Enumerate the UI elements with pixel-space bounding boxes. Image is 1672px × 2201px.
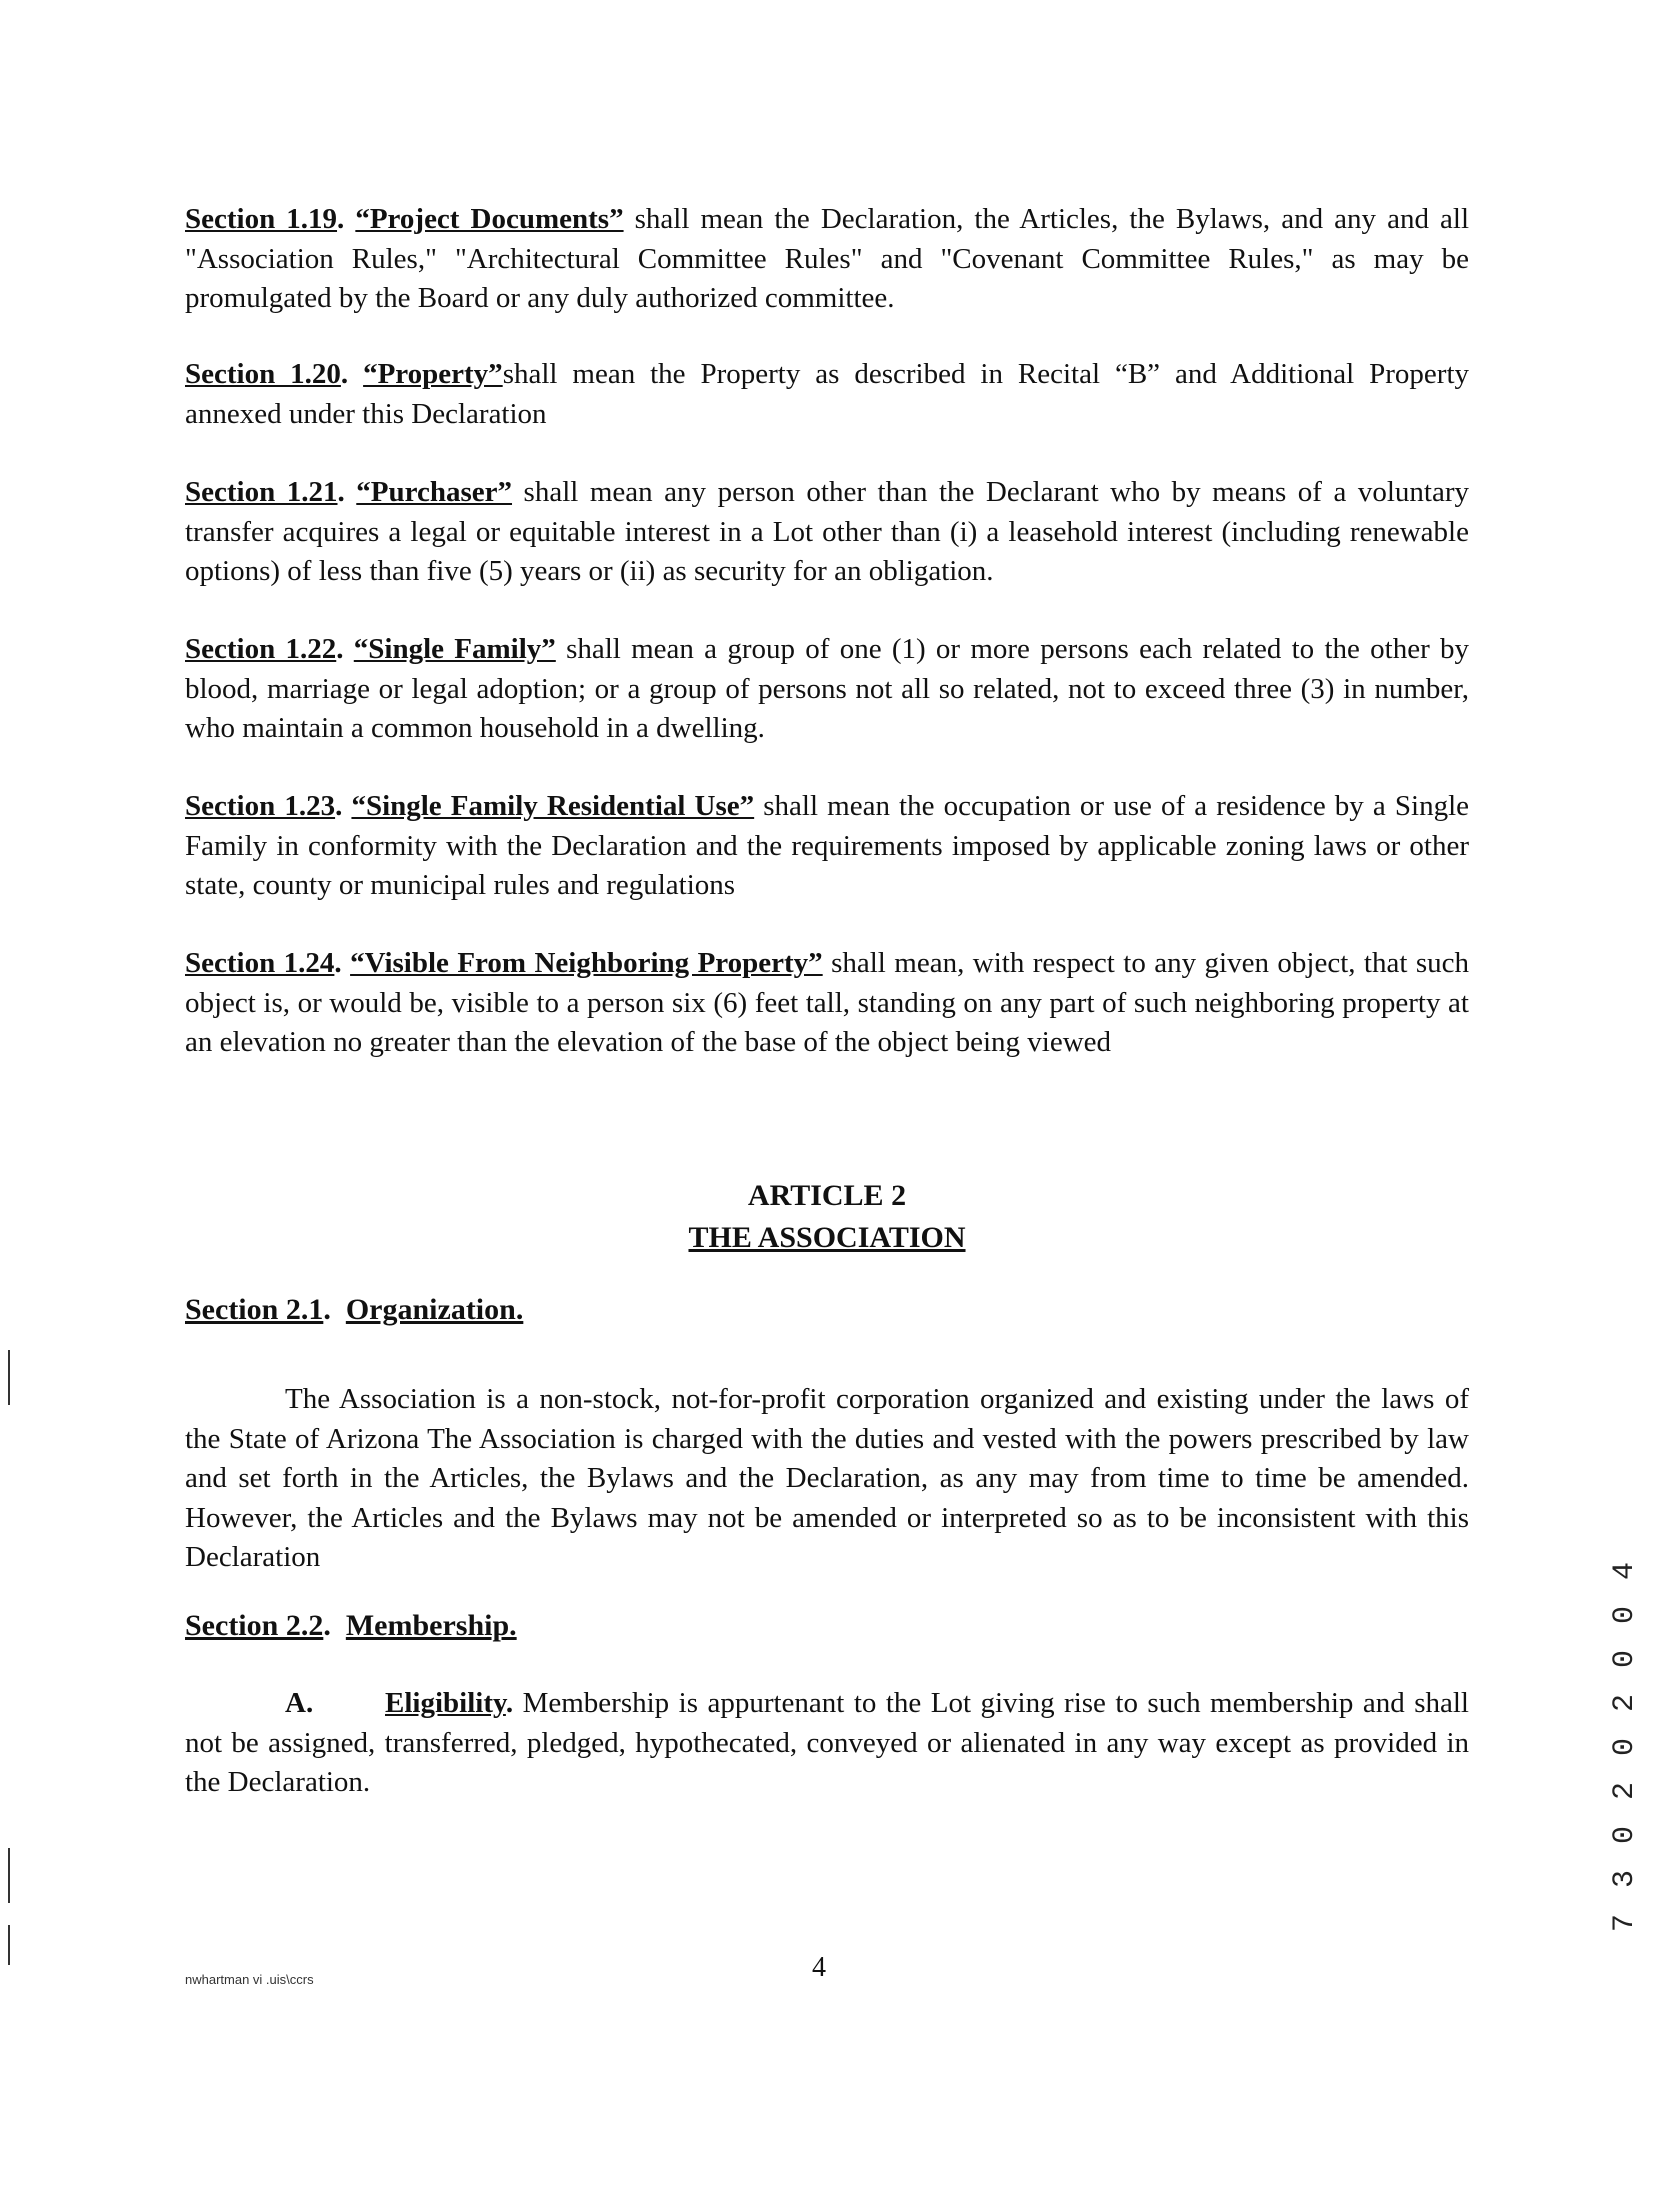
defined-term: “Single Family”	[353, 633, 556, 665]
definition-text: shall mean the occupation or use of a residence by a Single Family in conformity with the Declaration and the requirements imposed by applicable zoning laws or other state, county or municipal rules and regulations	[185, 790, 1470, 901]
definition-paragraph: Section 1.24. “Visible From Neighboring Property” shall mean, with respect to any given object, that such object is, or would be, visible to a person six (6) feet tall, standing on any part of such neighboring property at an elevation no greater than the elevation of the base of the object being viewed	[185, 947, 1470, 1058]
definition-text: shall mean, with respect to any given object, that such object is, or would be, visible to a person six (6) feet tall, standing on any part of such neighboring property at an elevation no greater than the elevation of the base of the object being viewed	[185, 947, 1470, 1058]
definition-text: shall mean the Property as described in Recital “B” and Additional Property annexed under this Declaration	[185, 358, 1470, 430]
scan-mark	[8, 1925, 10, 1965]
section-label: Section 1.24	[185, 947, 335, 979]
definition-paragraph: Section 1.21. “Purchaser” shall mean any person other than the Declarant who by means of a voluntary transfer acquires a legal or equitable interest in a Lot other than (i) a leasehold interest (including renewable options) of less than five (5) years or (ii) as security for an obligation.	[185, 476, 1470, 587]
definition-text: shall mean any person other than the Declarant who by means of a voluntary transfer acquires a legal or equitable interest in a Lot other than (i) a leasehold interest (including renewable options) of less than five (5) years or (ii) as security for an obligation.	[185, 476, 1470, 587]
eligibility-paragraph: A. Eligibility. Membership is appurtenant to the Lot giving rise to such membership and shall not be assigned, transferred, pledged, hypothecated, conveyed or alienated in any way except as provided in the Declaration.	[185, 1684, 1469, 1803]
section-2-1-title: Organization.	[345, 1293, 524, 1326]
eligibility-term: Eligibility	[385, 1687, 506, 1719]
page-number: 4	[812, 1952, 826, 1983]
defined-term: “Visible From Neighboring Property”	[350, 947, 823, 979]
article-title: THE ASSOCIATION	[688, 1221, 966, 1254]
article-number: ARTICLE 2	[747, 1179, 907, 1212]
defined-term: “Purchaser”	[356, 476, 513, 508]
article-heading	[185, 1175, 1469, 1259]
defined-term: “Single Family Residential Use”	[351, 790, 755, 822]
defined-term: “Property”	[363, 358, 503, 390]
eligibility-text: Membership is appurtenant to the Lot giving rise to such membership and shall not be assigned, transferred, pledged, hypothecated, conveyed or alienated in any way except as provided in the Declaration.	[185, 1687, 1469, 1798]
section-2-2-title: Membership.	[345, 1609, 517, 1642]
section-label: Section 1.21	[185, 476, 338, 508]
definition-text: shall mean the Declaration, the Articles, the Bylaws, and any and all "Association Rules," "Architectural Committee Rules" and "Covenant Committee Rules," as may be promulgated by the Board or any duly authorized committee.	[185, 203, 1469, 314]
definition-paragraph: Section 1.19. “Project Documents” shall mean the Declaration, the Articles, the Bylaws, and any and all "Association Rules," "Architectural Committee Rules" and "Covenant Committee Rules," as may be promulgated by the Board or any duly authorized committee.	[185, 203, 1469, 314]
definition-paragraph: Section 1.20. “Property”shall mean the Property as described in Recital “B” and Additional Property annexed under this Declaration	[185, 358, 1470, 430]
section-label: Section 1.19	[185, 203, 338, 235]
section-label: Section 1.22	[185, 633, 337, 665]
section-label: Section 1.20	[185, 358, 341, 390]
definition-paragraph: Section 1.22. “Single Family” shall mean a group of one (1) or more persons each related to the other by blood, marriage or legal adoption; or a group of persons not all so related, not to exceed three (3) in number, who maintain a common household in a dwelling.	[185, 633, 1470, 744]
section-2-2-heading: Section 2.2. Membership.	[185, 1609, 517, 1642]
section-label: Section 1.23	[185, 790, 336, 822]
definition-text: shall mean a group of one (1) or more persons each related to the other by blood, marriage or legal adoption; or a group of persons not all so related, not to exceed three (3) in number, who maintain a common household in a dwelling.	[185, 633, 1470, 744]
section-2-1-label: Section 2.1	[185, 1293, 324, 1326]
definition-paragraph: Section 1.23. “Single Family Residential Use” shall mean the occupation or use of a residence by a Single Family in conformity with the Declaration and the requirements imposed by applicable zoning laws or other state, county or municipal rules and regulations	[185, 790, 1470, 901]
recording-stamp-text: 7 3 0 2 0 2 0 0 4	[1608, 1557, 1642, 1933]
section-2-2-label: Section 2.2	[185, 1609, 324, 1642]
scan-mark	[8, 1848, 10, 1903]
section-2-1-body: The Association is a non-stock, not-for-profit corporation organized and existing under the laws of the State of Arizona The Association is charged with the duties and vested with the powers prescribed by law and set forth in the Articles, the Bylaws and the Declaration, as any may from time to time be amended. However, the Articles and the Bylaws may not be amended or interpreted so as to be inconsistent with this Declaration	[185, 1383, 1469, 1573]
defined-term: “Project Documents”	[355, 203, 624, 235]
section-2-1-heading: Section 2.1. Organization.	[185, 1293, 524, 1326]
footer-file-path: nwhartman vi .uis\ccrs	[185, 1972, 314, 1987]
scan-mark	[8, 1350, 10, 1405]
recording-stamp	[1605, 1557, 1645, 1933]
item-letter: A.	[285, 1687, 314, 1719]
